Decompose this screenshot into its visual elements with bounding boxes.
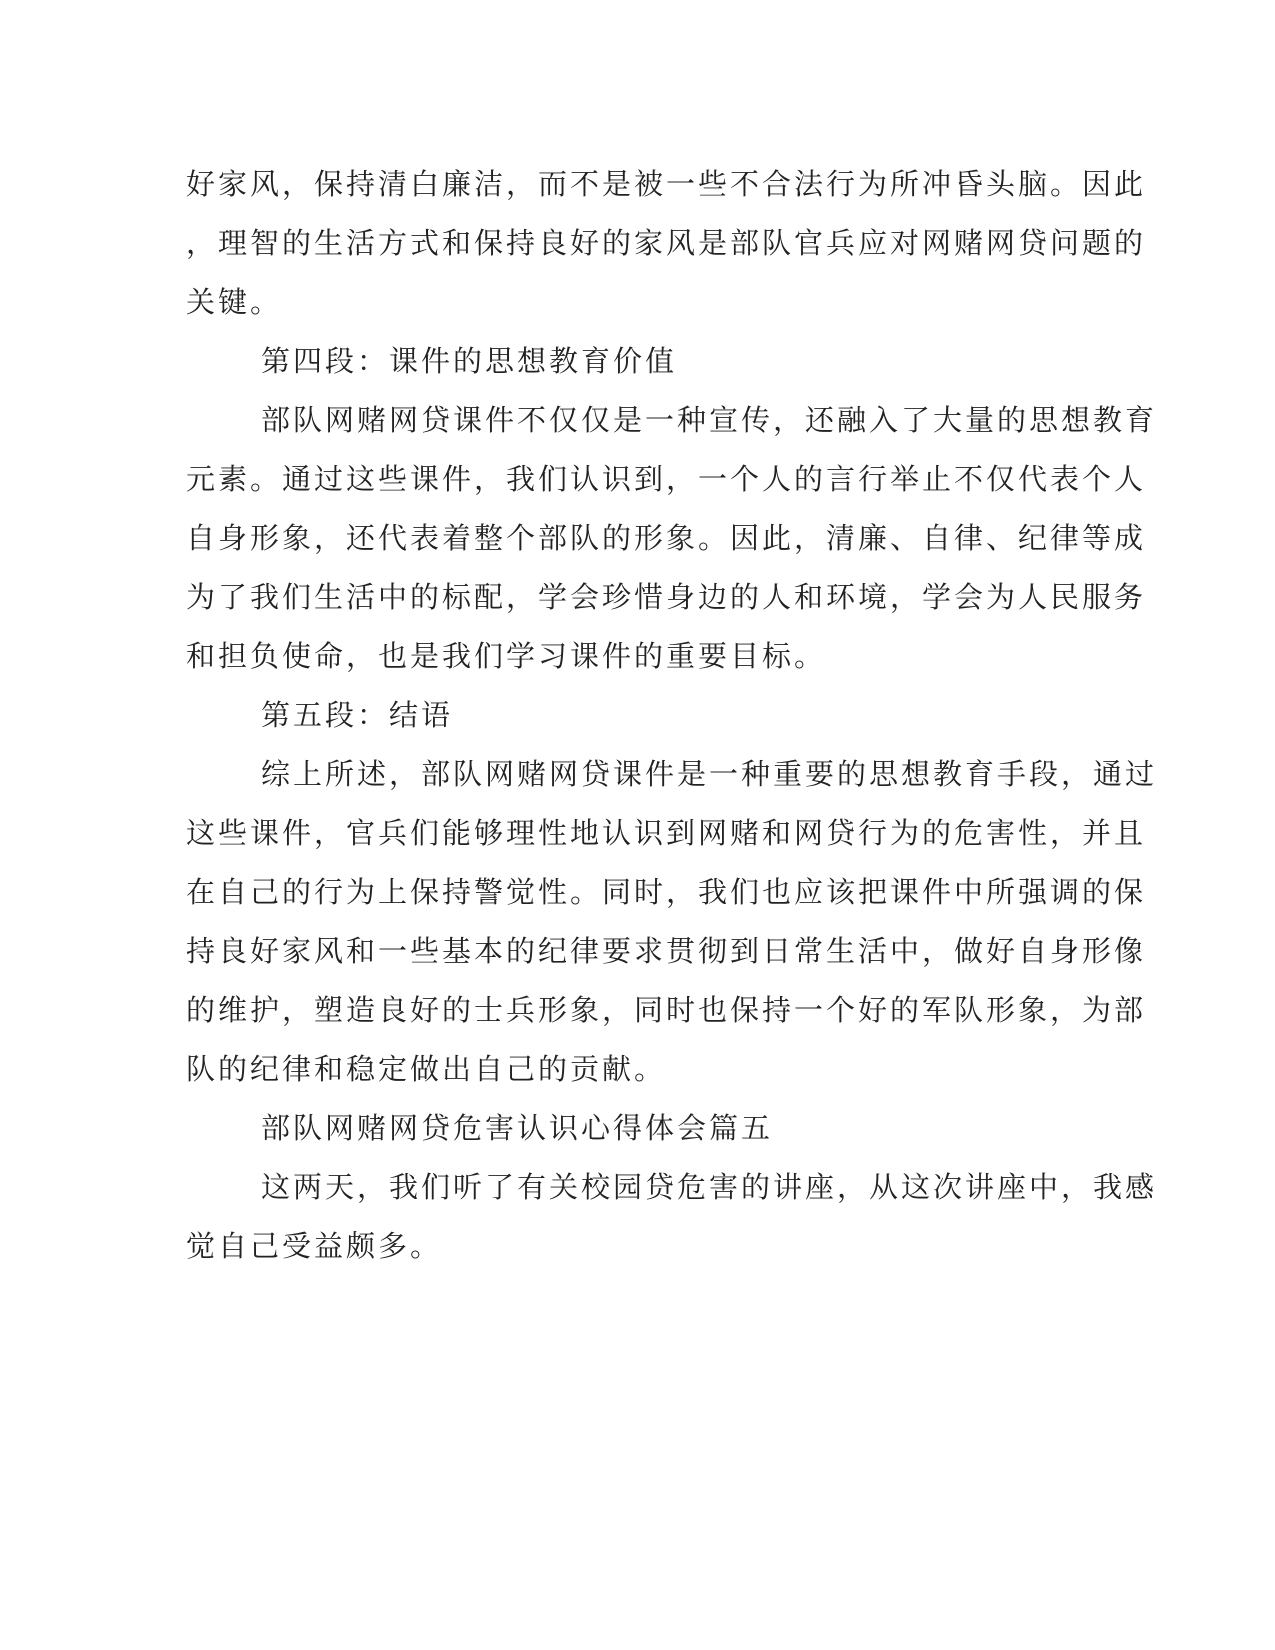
paragraph-line: 综上所述，部队网赌网贷课件是一种重要的思想教育手段，通过	[261, 757, 1158, 791]
document-body	[186, 155, 1158, 1276]
paragraph-line: 元素。通过这些课件，我们认识到，一个人的言行举止不仅代表个人	[186, 462, 1147, 496]
paragraph-line: ，理智的生活方式和保持良好的家风是部队官兵应对网赌网贷问题的	[186, 226, 1147, 260]
paragraph-line: 持良好家风和一些基本的纪律要求贯彻到日常生活中，做好自身形像	[186, 934, 1147, 968]
paragraph-line: 在自己的行为上保持警觉性。同时，我们也应该把课件中所强调的保	[186, 875, 1147, 909]
paragraph-line: 好家风，保持清白廉洁，而不是被一些不合法行为所冲昏头脑。因此	[186, 167, 1147, 201]
paragraph-line: 这些课件，官兵们能够理性地认识到网赌和网贷行为的危害性，并且	[186, 816, 1147, 850]
section-heading: 部队网赌网贷危害认识心得体会篇五	[261, 1111, 774, 1145]
paragraph-line: 关键。	[186, 285, 283, 319]
paragraph-line: 觉自己受益颇多。	[186, 1229, 443, 1263]
section-heading: 第五段：结语	[261, 698, 454, 732]
paragraph-line: 和担负使命，也是我们学习课件的重要目标。	[186, 639, 827, 673]
section-heading: 第四段：课件的思想教育价值	[261, 344, 678, 378]
paragraph-line: 队的纪律和稳定做出自己的贡献。	[186, 1052, 667, 1086]
paragraph-line: 为了我们生活中的标配，学会珍惜身边的人和环境，学会为人民服务	[186, 580, 1147, 614]
paragraph-line: 部队网赌网贷课件不仅仅是一种宣传，还融入了大量的思想教育	[261, 403, 1158, 437]
paragraph-line: 的维护，塑造良好的士兵形象，同时也保持一个好的军队形象，为部	[186, 993, 1147, 1027]
paragraph-line: 自身形象，还代表着整个部队的形象。因此，清廉、自律、纪律等成	[186, 521, 1147, 555]
paragraph-line: 这两天，我们听了有关校园贷危害的讲座，从这次讲座中，我感	[261, 1170, 1158, 1204]
